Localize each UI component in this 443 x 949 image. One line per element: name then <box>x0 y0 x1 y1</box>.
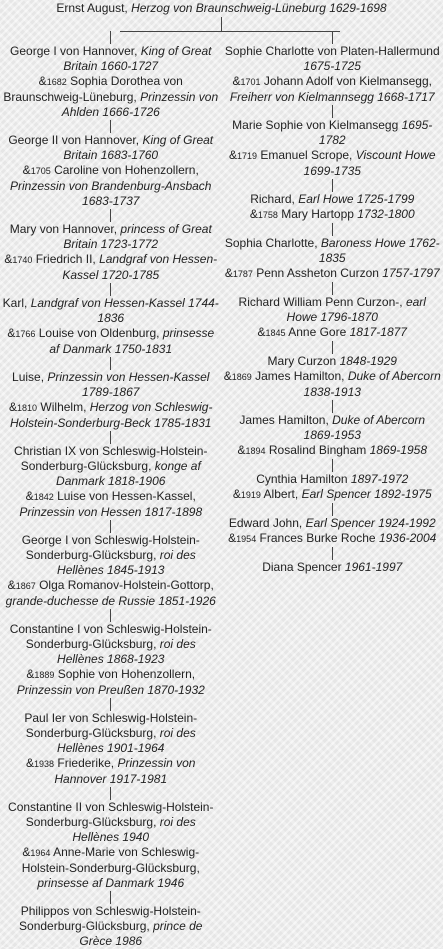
ampersand: & <box>224 369 232 383</box>
person-title: King of Great Britain 1660-1727 <box>63 44 211 73</box>
ampersand: & <box>23 163 31 177</box>
marriage-year: 1705 <box>31 166 51 176</box>
ampersand: & <box>22 845 30 859</box>
spouse-title: Prinzessin von Preußen 1870-1932 <box>17 683 205 697</box>
person-name: Mary Curzon <box>268 354 340 368</box>
person-name: James Hamilton, <box>239 413 332 427</box>
person-title: 1695-1782 <box>319 118 432 147</box>
ampersand: & <box>26 489 34 503</box>
marriage-year: 1842 <box>34 492 54 502</box>
person-title: Earl Howe 1725-1799 <box>298 192 414 206</box>
spouse-title: Landgraf von Hessen-Kassel 1720-1785 <box>62 252 217 282</box>
spouse-name: Olga Romanov-Holstein-Gottorp, <box>39 578 214 592</box>
person-title: Earl Spencer 1924-1992 <box>306 516 436 530</box>
generation-entry <box>0 444 222 520</box>
marriage-year: 1964 <box>30 848 50 858</box>
spouse-name: Frances Burke Roche <box>260 531 379 545</box>
spouse-name: Luise von Hessen-Kassel, <box>57 489 196 503</box>
generation-entry <box>222 560 443 575</box>
marriage-year: 1810 <box>17 403 37 413</box>
generation-entry <box>0 800 222 891</box>
person-title: Duke of Abercorn 1869-1953 <box>304 413 426 442</box>
person-name: Karl, <box>3 296 31 310</box>
person-name: George I von Schleswig-Holstein-Sonderburg-Glücksburg, <box>22 533 200 562</box>
connector-line <box>110 431 111 444</box>
spouse-name: Penn Assheton Curzon <box>256 266 382 280</box>
ampersand: & <box>237 443 245 457</box>
spouse-title: Prinzessin von Brandenburg-Ansbach 1683-1737 <box>10 179 211 208</box>
generation-entry <box>0 904 222 949</box>
ampersand: & <box>258 325 266 339</box>
ampersand: & <box>26 756 34 770</box>
person-name: George I von Hannover, <box>10 44 141 58</box>
connector-line <box>110 209 111 222</box>
ampersand: & <box>9 400 17 414</box>
marriage-year: 1758 <box>258 210 278 220</box>
person-title: roi des Hellènes 1940 <box>72 815 195 844</box>
spouse-title: Prinzessin von Ahlden 1666-1726 <box>62 90 218 119</box>
marriage-year: 1787 <box>233 269 253 279</box>
person-title: roi des Hellènes 1901-1964 <box>57 726 196 755</box>
person-name: Edward John, <box>229 516 306 530</box>
generation-entry <box>222 295 443 341</box>
connector-line <box>332 179 333 192</box>
marriage-year: 1719 <box>237 151 257 161</box>
connector-line <box>332 31 333 44</box>
generation-entry <box>0 622 222 698</box>
left-lineage <box>0 31 222 949</box>
person-title: Landgraf von Hessen-Kassel 1744-1836 <box>31 296 219 325</box>
marriage-year: 1701 <box>241 77 261 87</box>
person-name: Marie Sophie von Kielmansegg <box>232 118 401 132</box>
marriage-year: 1682 <box>47 77 67 87</box>
connector-line <box>332 547 333 560</box>
person-name: Richard, <box>250 192 298 206</box>
person-name: Cynthia Hamilton <box>256 472 351 486</box>
spouse-title: Prinzessin von Hannover 1917-1981 <box>54 756 195 786</box>
generation-entry <box>0 296 222 357</box>
marriage-year: 1867 <box>16 581 36 591</box>
spouse-title: Earl Spencer 1892-1975 <box>302 487 432 501</box>
spouse-title: Viscount Howe 1699-1735 <box>304 148 436 178</box>
person-title: King of Great Britain 1683-1760 <box>63 133 213 162</box>
spouse-title: 1817-1877 <box>350 325 407 339</box>
ampersand: & <box>39 74 47 88</box>
spouse-name: Mary Hartopp <box>281 207 357 221</box>
spouse-name: Emanuel Scrope, <box>260 148 355 162</box>
generation-entry <box>222 413 443 459</box>
spouse-title: 1936-2004 <box>379 531 436 545</box>
person-title: 1897-1972 <box>351 472 408 486</box>
ampersand: & <box>8 578 16 592</box>
ampersand: & <box>26 667 34 681</box>
spouse-name: Wilhelm, <box>40 400 89 414</box>
person-name: Paul Ier von Schleswig-Holstein-Sonderburg-Glücksburg, <box>24 711 197 740</box>
generation-entry <box>0 222 222 283</box>
spouse-title: 1869-1958 <box>370 443 427 457</box>
connector-line <box>110 698 111 711</box>
spouse-title: grande-duchesse de Russie 1851-1926 <box>6 594 216 608</box>
person-name: George II von Hannover, <box>8 133 142 147</box>
spouse-title: Herzog von Schleswig-Holstein-Sonderburg-Beck 1785-1831 <box>10 400 212 430</box>
person-title: roi des Hellènes 1868-1923 <box>57 637 196 666</box>
generation-entry <box>222 472 443 503</box>
person-title: Prinzessin von Hessen-Kassel 1789-1867 <box>47 370 209 399</box>
connector-line <box>110 609 111 622</box>
marriage-year: 1845 <box>266 328 286 338</box>
connector-line <box>110 357 111 370</box>
person-title: Baroness Howe 1762-1835 <box>319 236 440 265</box>
connector-line <box>332 105 333 118</box>
person-name: Luise, <box>12 370 47 384</box>
spouse-name: Sophie von Hohenzollern, <box>58 667 195 681</box>
person-title: princess of Great Britain 1723-1772 <box>63 222 211 251</box>
spouse-title: Duke of Abercorn 1838-1913 <box>304 369 441 399</box>
ampersand: & <box>232 74 240 88</box>
person-name: Richard William Penn Curzon-, <box>239 295 406 309</box>
ampersand: & <box>7 326 15 340</box>
marriage-year: 1894 <box>246 446 266 456</box>
generation-entry <box>0 533 222 609</box>
connector-line <box>110 520 111 533</box>
spouse-title: prinsesse af Danmark 1946 <box>37 876 184 890</box>
spouse-title: 1757-1797 <box>382 266 439 280</box>
spouse-title: Freiherr von Kielmannsegg 1668-1717 <box>230 90 435 104</box>
spouse-name: Anne Gore <box>288 325 349 339</box>
connector-line <box>221 17 222 31</box>
spouse-name: Friederike, <box>57 756 117 770</box>
ancestor-title: Herzog von Braunschweig-Lüneburg 1629-1698 <box>131 1 387 15</box>
person-name: Mary von Hannover, <box>10 222 121 236</box>
connector-line <box>110 283 111 296</box>
ampersand: & <box>229 148 237 162</box>
person-name: Diana Spencer <box>262 560 345 574</box>
person-name: Philippos von Schleswig-Holstein-Sonderburg-Glücksburg, <box>19 904 201 933</box>
ampersand: & <box>233 487 241 501</box>
spouse-name: Louise von Oldenburg, <box>39 326 163 340</box>
person-name: Constantine I von Schleswig-Holstein-Sonderburg-Glücksburg, <box>10 622 212 651</box>
generation-entry <box>0 711 222 787</box>
connector-line <box>332 223 333 236</box>
spouse-name: Sophia Dorothea von Braunschweig-Lüneburg, <box>3 74 182 104</box>
spouse-name: Friedrich II, <box>36 252 99 266</box>
person-title: roi des Hellènes 1845-1913 <box>57 548 196 577</box>
generation-entry <box>222 516 443 547</box>
ampersand: & <box>4 252 12 266</box>
connector-line <box>110 891 111 904</box>
person-name: Christian IX von Schleswig-Holstein-Sonderburg-Glücksburg, <box>14 444 207 473</box>
generation-entry <box>222 354 443 400</box>
generation-entry <box>222 118 443 179</box>
ampersand: & <box>228 531 236 545</box>
right-lineage <box>222 31 443 949</box>
person-name: Sophie Charlotte von Platen-Hallermund <box>225 44 440 58</box>
ancestor-name: Ernst August, <box>56 1 131 15</box>
marriage-year: 1919 <box>241 490 261 500</box>
marriage-year: 1954 <box>236 534 256 544</box>
person-title: 1848-1929 <box>340 354 397 368</box>
connector-line <box>332 400 333 413</box>
spouse-name: Rosalind Bingham <box>269 443 370 457</box>
person-title: 1961-1997 <box>345 560 402 574</box>
generation-entry <box>222 236 443 282</box>
spouse-name: Johann Adolf von Kielmansegg, <box>264 74 432 88</box>
marriage-year: 1766 <box>15 329 35 339</box>
person-name: Sophia Charlotte, <box>225 236 321 250</box>
spouse-name: James Hamilton, <box>255 369 348 383</box>
marriage-year: 1938 <box>34 759 54 769</box>
ampersand: & <box>225 266 233 280</box>
person-title: konge af Danmark 1818-1906 <box>56 459 201 488</box>
person-title: earl Howe 1796-1870 <box>287 295 426 324</box>
generation-entry <box>222 192 443 223</box>
person-name: Constantine II von Schleswig-Holstein-Sonderburg-Glücksburg, <box>8 800 213 829</box>
spouse-title: prinsesse af Danmark 1750-1831 <box>49 326 214 356</box>
marriage-year: 1889 <box>34 670 54 680</box>
connector-line <box>110 31 111 44</box>
generation-entry <box>0 44 222 120</box>
person-title: prince de Grèce 1986 <box>79 919 202 948</box>
connector-line <box>332 282 333 295</box>
connector-line <box>110 120 111 133</box>
root-ancestor <box>0 0 443 31</box>
generation-entry <box>222 44 443 105</box>
ampersand: & <box>250 207 258 221</box>
generation-entry <box>0 370 222 431</box>
connector-line <box>332 459 333 472</box>
spouse-title: 1732-1800 <box>357 207 414 221</box>
marriage-year: 1740 <box>12 255 32 265</box>
connector-line <box>332 341 333 354</box>
generation-entry <box>0 133 222 209</box>
spouse-name: Anne-Marie von Schleswig-Holstein-Sonderburg-Glücksburg, <box>22 845 200 875</box>
connector-line <box>110 787 111 800</box>
spouse-name: Caroline von Hohenzollern, <box>54 163 199 177</box>
spouse-name: Albert, <box>264 487 302 501</box>
person-title: 1675-1725 <box>304 59 361 73</box>
connector-line <box>332 503 333 516</box>
spouse-title: Prinzessin von Hessen 1817-1898 <box>19 505 202 519</box>
marriage-year: 1869 <box>232 372 252 382</box>
